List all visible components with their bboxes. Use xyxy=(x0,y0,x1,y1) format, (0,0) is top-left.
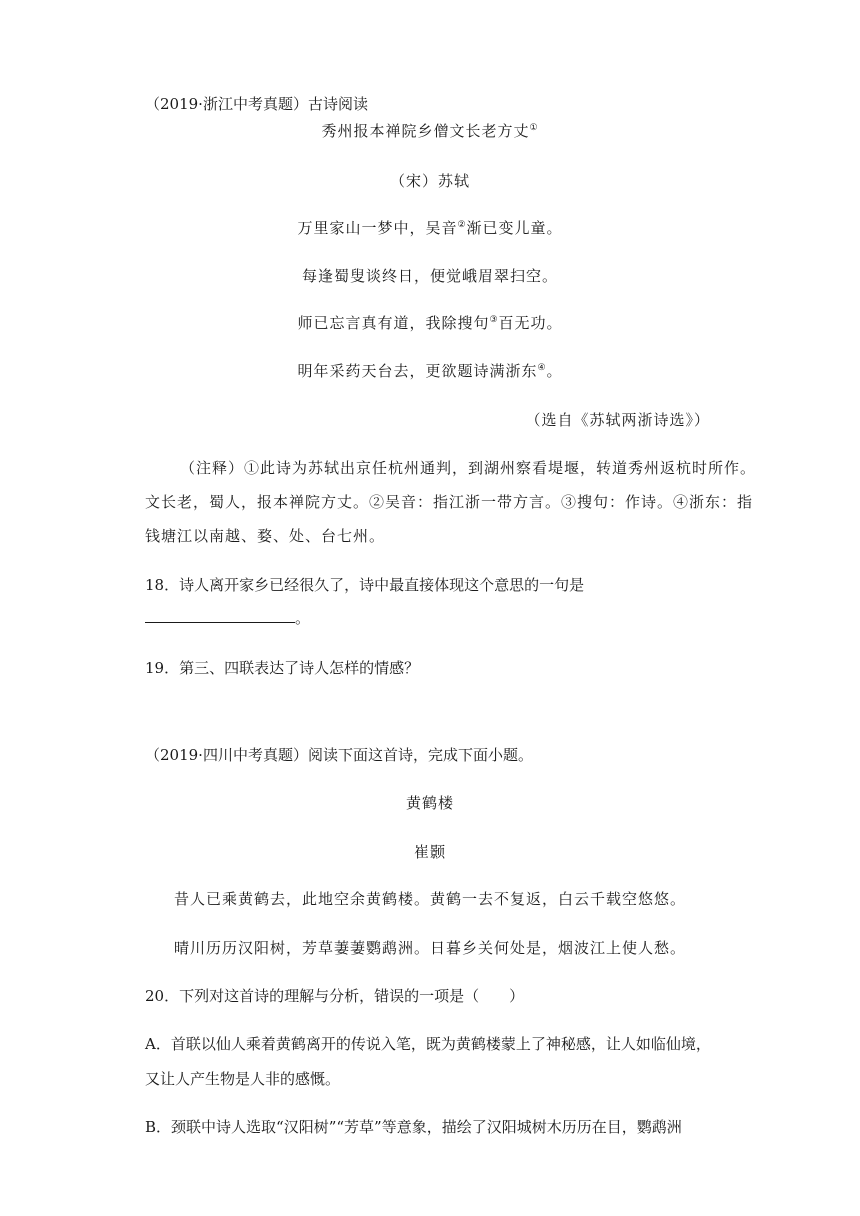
poem-author-1: （宋）苏轼 xyxy=(389,172,470,190)
annotation-line: 钱塘江以南越、婺、处、台七州。 xyxy=(145,527,386,545)
option-a: A．首联以仙人乘着黄鹤离开的传说入笔，既为黄鹤楼蒙上了神秘感，让人如临仙境， xyxy=(145,1035,711,1053)
poem-line: 师已忘言真有道，我除搜句③百无功。 xyxy=(297,314,563,332)
poem-line: 万里家山一梦中，吴音②渐已变儿童。 xyxy=(297,219,563,237)
question-20: 20．下列对这首诗的理解与分析，错误的一项是（ ） xyxy=(145,987,525,1005)
source-label-1: （2019·浙江中考真题）古诗阅读 xyxy=(145,95,368,113)
annotation-line: 文长老，蜀人，报本禅院方丈。②吴音：指江浙一带方言。③搜句：作诗。④浙东：指 xyxy=(145,493,754,511)
option-b: B．颈联中诗人选取“汉阳树”“芳草”等意象，描绘了汉阳城树木历历在目，鹦鹉洲 xyxy=(145,1118,682,1136)
poem-line: 昔人已乘黄鹤去，此地空余黄鹤楼。黄鹤一去不复返，白云千载空悠悠。 xyxy=(173,890,686,908)
question-18-answer: 。 xyxy=(145,608,310,628)
source-citation: （选自《苏轼两浙诗选》） xyxy=(525,411,710,429)
poem-author-2: 崔颢 xyxy=(413,843,446,861)
poem-line: 明年采药天台去，更欲题诗满浙东④。 xyxy=(297,362,563,380)
poem-line: 晴川历历汉阳树，芳草萋萋鹦鹉洲。日暮乡关何处是，烟波江上使人愁。 xyxy=(173,939,686,957)
poem-title-1: 秀州报本禅院乡僧文长老方丈① xyxy=(321,122,539,140)
source-label-2: （2019·四川中考真题）阅读下面这首诗，完成下面小题。 xyxy=(145,746,533,764)
question-18: 18．诗人离开家乡已经很久了，诗中最直接体现这个意思的一句是 xyxy=(145,576,585,594)
option-a-continued: 又让人产生物是人非的感慨。 xyxy=(145,1070,341,1088)
poem-title-2: 黄鹤楼 xyxy=(405,794,454,812)
annotation-line: （注释）①此诗为苏轼出京任杭州通判，到湖州察看堤堰，转道秀州返杭时所作。 xyxy=(180,459,757,477)
poem-line: 每逢蜀叟谈终日，便觉峨眉翠扫空。 xyxy=(301,267,558,285)
answer-blank[interactable] xyxy=(145,608,295,623)
question-19: 19．第三、四联表达了诗人怎样的情感？ xyxy=(145,659,420,677)
